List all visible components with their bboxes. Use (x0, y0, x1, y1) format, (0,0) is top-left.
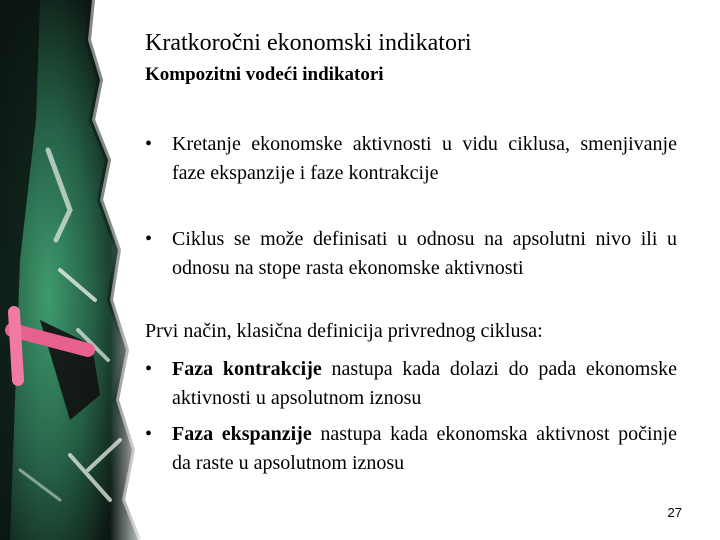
bullet-item-expansion (145, 420, 677, 478)
bullet-item-cycle-definition (145, 225, 677, 283)
intro-text: Prvi način, klasična definicija privrednog ciklusa: (145, 320, 543, 342)
bullet-item-contraction (145, 355, 677, 413)
slide-title: Kratkoročni ekonomski indikatori (145, 30, 472, 56)
bullet-rest: nastupa kada ekonomska aktivnost počinje da raste u apsolutnom iznosu (172, 423, 678, 474)
bullet-text (172, 420, 677, 478)
bullet-glyph: • (145, 133, 153, 155)
bullet-text: Ciklus se može definisati u odnosu na apsolutni nivo ili u odnosu na stope rasta ekonomske aktivnosti (172, 228, 677, 279)
bullet-text: Kretanje ekonomske aktivnosti u vidu ciklusa, smenjivanje faze ekspanzije i faze kontrakcije (172, 133, 677, 184)
slide-content (145, 0, 680, 540)
bullet-term: Faza ekspanzije (172, 423, 312, 445)
bullet-glyph: • (145, 423, 153, 445)
chalkboard-decoration (0, 0, 150, 540)
bullet-item-cycle-movement (145, 130, 677, 188)
page-number: 27 (667, 505, 682, 520)
slide-subtitle: Kompozitni vodeći indikatori (145, 64, 384, 85)
bullet-text (172, 355, 677, 413)
chalkboard-image (0, 0, 150, 540)
bullet-term: Faza kontrakcije (172, 358, 322, 380)
bullet-glyph: • (145, 358, 153, 380)
bullet-glyph: • (145, 228, 153, 250)
bullet-rest: nastupa kada dolazi do pada ekonomske aktivnosti u apsolutnom iznosu (172, 358, 677, 409)
